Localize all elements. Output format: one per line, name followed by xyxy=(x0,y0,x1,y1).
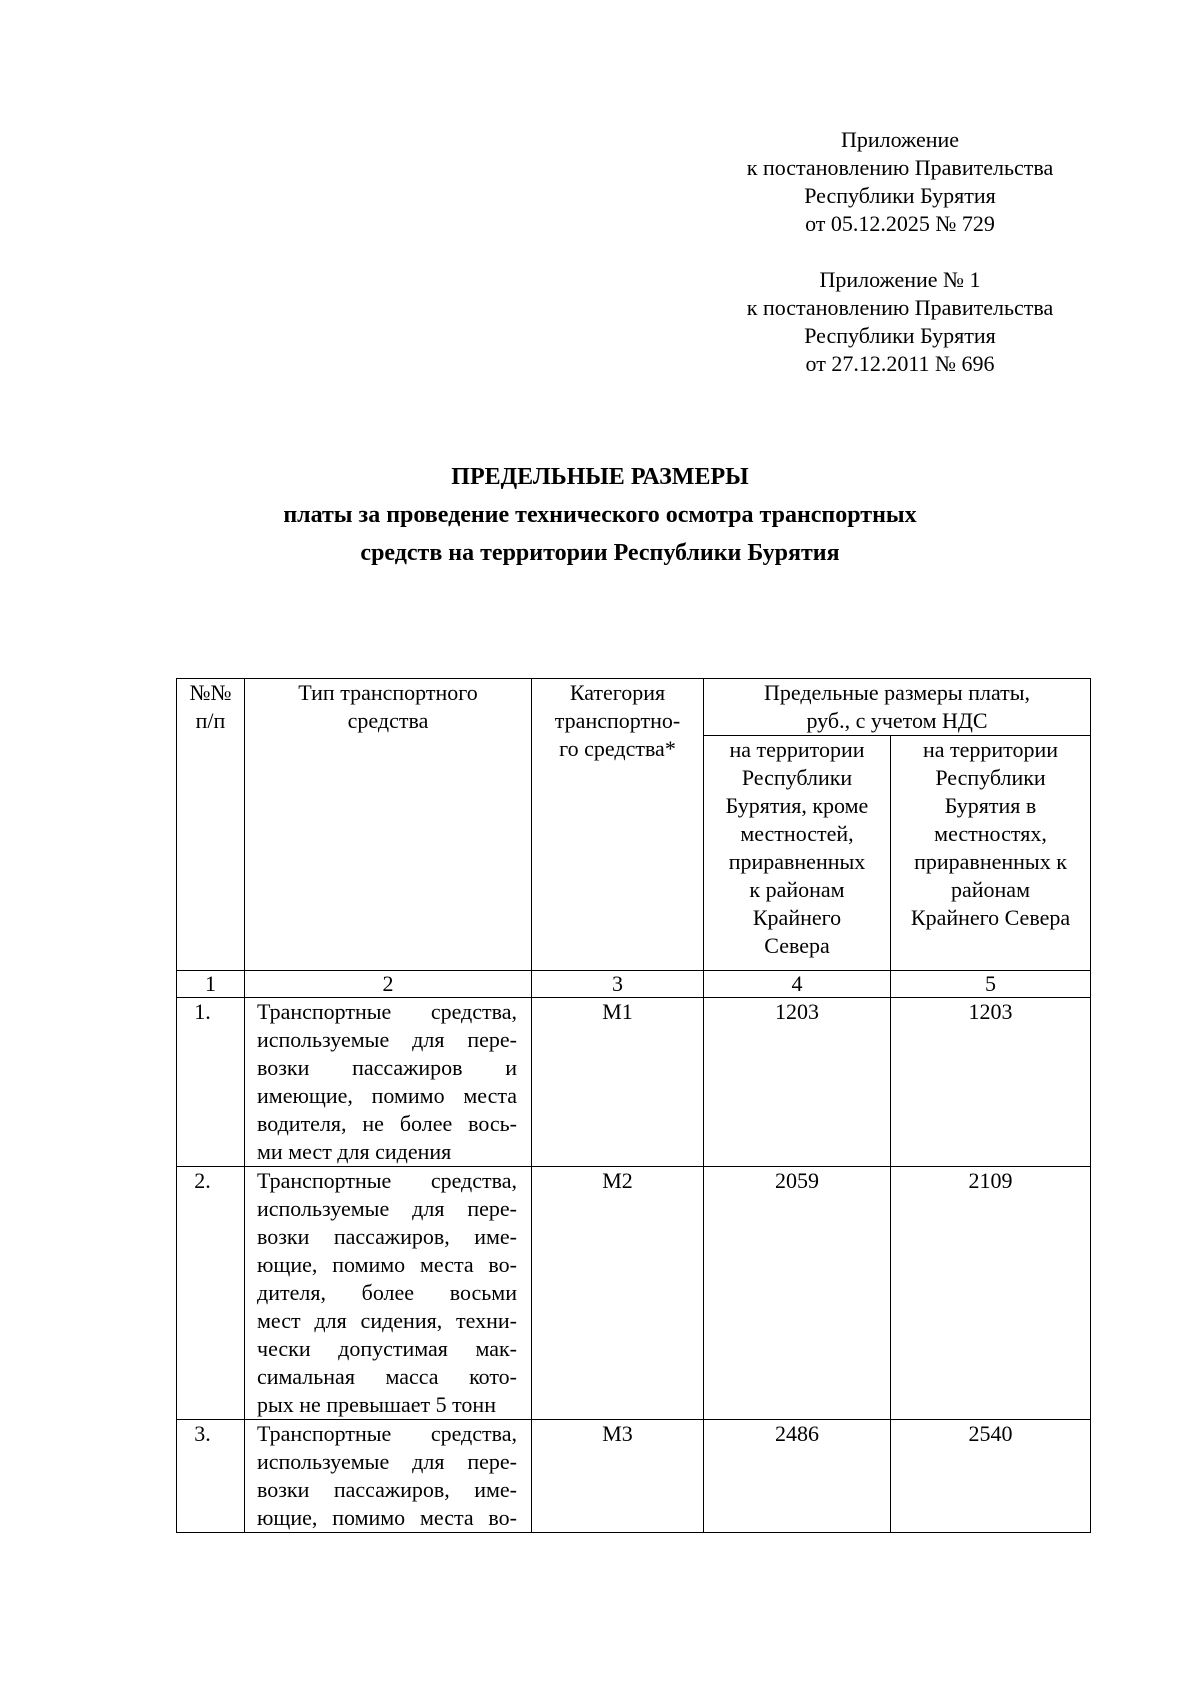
appendix-original-decree xyxy=(700,266,1100,378)
header-price-far-north xyxy=(891,736,1091,971)
header-line: руб., с учетом НДС xyxy=(806,708,988,733)
header-line: средства xyxy=(347,708,429,733)
row-number: 2. xyxy=(177,1167,245,1420)
header-line: п/п xyxy=(195,708,226,733)
header-line: на территории xyxy=(729,737,865,762)
header-line: Крайнего xyxy=(752,905,842,930)
column-number-row xyxy=(177,971,1091,998)
column-number: 1 xyxy=(177,971,245,998)
title-subtitle-line: средств на территории Республики Бурятия xyxy=(360,540,840,566)
price-regular: 2486 xyxy=(704,1420,891,1533)
appendix-current-decree xyxy=(700,126,1100,238)
header-number xyxy=(177,679,245,971)
header-line: Крайнего Севера xyxy=(910,905,1071,930)
header-line: Республики xyxy=(935,765,1046,790)
appendix-line: к постановлению Правительства xyxy=(746,155,1054,180)
table-row xyxy=(177,1420,1091,1533)
description-line: Транспортные средства, xyxy=(257,1168,517,1193)
description-line: возки пассажиров, име- xyxy=(257,1477,517,1502)
description-line: имеющие, помимо места xyxy=(257,1083,517,1108)
description-line: мест для сидения, техни- xyxy=(257,1308,517,1333)
header-line: Бурятия, кроме xyxy=(725,793,869,818)
table-row xyxy=(177,1167,1091,1420)
column-number: 2 xyxy=(245,971,532,998)
description-line: используемые для пере- xyxy=(257,1196,517,1221)
row-number: 1. xyxy=(177,998,245,1167)
header-line: Бурятия в xyxy=(944,793,1037,818)
header-line: Предельные размеры платы, xyxy=(763,680,1031,705)
header-line: на территории xyxy=(922,737,1059,762)
appendix-line: от 05.12.2025 № 729 xyxy=(805,211,995,236)
price-far-north: 2109 xyxy=(891,1167,1091,1420)
description-line: используемые для пере- xyxy=(257,1027,517,1052)
document-title xyxy=(0,458,1200,572)
header-line: местностей, xyxy=(740,821,854,846)
vehicle-category: M2 xyxy=(532,1167,704,1420)
vehicle-category: M3 xyxy=(532,1420,704,1533)
price-far-north: 1203 xyxy=(891,998,1091,1167)
header-line: Севера xyxy=(764,933,830,958)
table-row xyxy=(177,998,1091,1167)
title-subtitle-line: платы за проведение технического осмотра транспортных xyxy=(283,502,917,528)
description-line: Транспортные средства, xyxy=(257,999,517,1024)
table-header-row xyxy=(177,679,1091,736)
appendix-line: от 27.12.2011 № 696 xyxy=(805,351,995,376)
header-line: местностях, xyxy=(934,821,1047,846)
appendix-line: Приложение № 1 xyxy=(819,267,981,292)
header-line: Республики xyxy=(741,765,853,790)
description-line: ющие, помимо места во- xyxy=(257,1505,517,1530)
appendix-line: Республики Бурятия xyxy=(804,323,996,348)
price-far-north: 2540 xyxy=(891,1420,1091,1533)
price-regular: 2059 xyxy=(704,1167,891,1420)
description-line: возки пассажиров, име- xyxy=(257,1224,517,1249)
vehicle-category: M1 xyxy=(532,998,704,1167)
description-line: используемые для пере- xyxy=(257,1449,517,1474)
header-line: №№ xyxy=(189,680,232,705)
column-number: 5 xyxy=(891,971,1091,998)
header-line: к районам xyxy=(749,877,845,902)
description-line: возки пассажиров и xyxy=(257,1055,517,1080)
row-number: 3. xyxy=(177,1420,245,1533)
description-line: водителя, не более вось- xyxy=(257,1111,517,1136)
description-line: дителя, более восьми xyxy=(257,1280,517,1305)
appendix-line: к постановлению Правительства xyxy=(746,295,1054,320)
description-line: Транспортные средства, xyxy=(257,1421,517,1446)
vehicle-type-description xyxy=(245,1420,532,1533)
header-line: приравненных к xyxy=(914,849,1067,874)
header-vehicle-type xyxy=(245,679,532,971)
header-price-regular xyxy=(704,736,891,971)
column-number: 4 xyxy=(704,971,891,998)
description-line: ми мест для сидения xyxy=(257,1139,452,1164)
price-regular: 1203 xyxy=(704,998,891,1167)
vehicle-type-description xyxy=(245,998,532,1167)
header-line: го средства* xyxy=(559,736,676,761)
header-line: Тип транспортного xyxy=(298,680,478,705)
header-vehicle-category xyxy=(532,679,704,971)
title-main: ПРЕДЕЛЬНЫЕ РАЗМЕРЫ xyxy=(451,464,749,490)
appendix-line: Приложение xyxy=(840,127,960,152)
header-line: приравненных xyxy=(728,849,866,874)
header-line: районам xyxy=(951,877,1030,902)
description-line: рых не превышает 5 тонн xyxy=(257,1392,496,1417)
column-number: 3 xyxy=(532,971,704,998)
appendix-line: Республики Бурятия xyxy=(804,183,996,208)
description-line: чески допустимая мак- xyxy=(257,1336,517,1361)
vehicle-type-description xyxy=(245,1167,532,1420)
fees-table xyxy=(176,678,1091,1533)
description-line: симальная масса кото- xyxy=(257,1364,517,1389)
header-line: Категория xyxy=(569,680,666,705)
header-fee-limits xyxy=(704,679,1091,736)
description-line: ющие, помимо места во- xyxy=(257,1252,517,1277)
header-line: транспортно- xyxy=(554,708,681,733)
